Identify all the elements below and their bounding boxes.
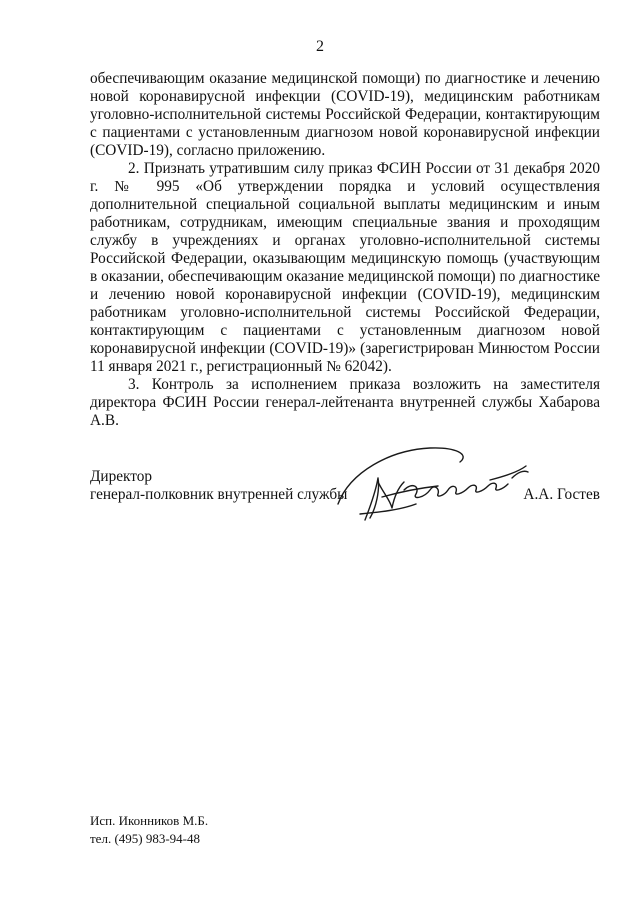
paragraph-continuation: обеспечивающим оказание медицинской помощи) по диагностике и лечению новой коронавирусной инфекции (COVID-19), медицинским работникам уголовно-исполнительной системы Российской Федерации, контактирующим с пациентами с установленным диагнозом новой коронавирусной инфекции (COVID-19), согласно приложению. — [90, 70, 600, 159]
paragraph-3-control: 3. Контроль за исполнением приказа возложить на заместителя директора ФСИН России генерал-лейтенанта внутренней службы Хабарова А.В. — [90, 376, 600, 429]
paragraph-2-repeal-order: 2. Признать утратившим силу приказ ФСИН России от 31 декабря 2020 г. № 995 «Об утверждении порядка и условий осуществления дополнительной специальной социальной выплаты медицинским и иным работникам, сотрудникам, имеющим специальные звания и проходящим службу в учреждениях и органах уголовно-исполнительной системы Российской Федерации, оказывающим медицинскую помощь (участвующим в оказании, обеспечивающим оказание медицинской помощи) по диагностике и лечению новой коронавирусной инфекции (COVID-19), медицинским работникам уголовно-исполнительной системы Российской Федерации, контактирующим с пациентами с установленным диагнозом новой коронавирусной инфекции (COVID-19)» (зарегистрирован Минюстом России 11 января 2021 г., регистрационный № 62042). — [90, 160, 600, 375]
handwritten-signature — [320, 442, 535, 530]
executor-phone: тел. (495) 983-94-48 — [90, 831, 201, 846]
document-body — [90, 70, 600, 430]
signatory-rank: генерал-полковник внутренней службы — [90, 486, 348, 503]
signatory-name: А.А. Гостев — [523, 486, 600, 503]
page-number: 2 — [316, 38, 324, 55]
signatory-position: Директор — [90, 468, 153, 485]
executor-name: Исп. Иконников М.Б. — [90, 813, 209, 828]
footer-executor-info — [90, 812, 208, 848]
